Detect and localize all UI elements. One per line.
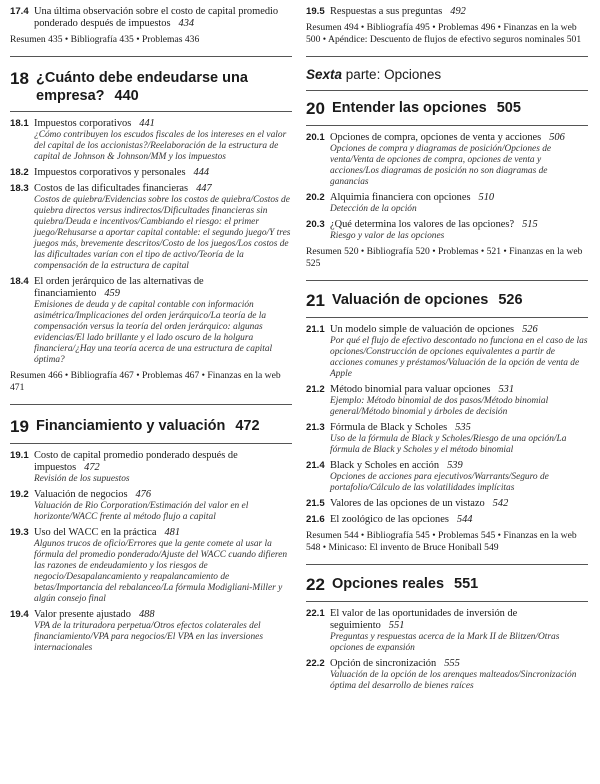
section-title: Fórmula de Black y Scholes [330,422,448,433]
section-title: Método binomial para valuar opciones [330,384,491,395]
section-topics: VPA de la trituradora perpetua/Otros efectos colaterales del financiamiento/VPA para negocios/El VPA en las inversiones internacionales [34,621,263,653]
chapter-title: Entender las opciones [332,100,487,116]
page-number: 542 [492,498,509,509]
page-number: 441 [139,118,155,129]
section-title: Costos de las dificultades financieras [34,183,189,194]
toc-entry-18-2[interactable] [10,167,292,179]
toc-entry-21-1[interactable] [306,324,588,380]
chapter-heading-22[interactable] [306,575,588,595]
chapter-page: 526 [498,292,523,308]
section-topics: Emisiones de deuda y de capital contable con información asimétrica/Implicaciones del orden jerárquico/La teoría de la compensación versus la teoría del orden jerárquico: algunas evidencias/El lado brillante y el lado oscuro de la holgura financiera/¿Hay una teoría acerca de una estructura de capital óptima? [34,300,273,365]
part-heading[interactable] [306,67,588,82]
section-title: Valuación de negocios [34,489,128,500]
toc-entry-21-6[interactable] [306,514,588,526]
chapter-title: Opciones reales [332,576,445,592]
section-topics: Por qué el flujo de efectivo descontado no funciona en el caso de las opciones/Construcción de opciones equivalentes a partir de acciones comunes y préstamos/Valuación de la opción de venta de Apple [330,336,588,379]
chapter-page: 472 [235,418,260,434]
toc-entry-21-5[interactable] [306,498,588,510]
chapter-summary: Resumen 494 • Bibliografía 495 • Problemas 496 • Finanzas en la web 500 • Apéndice: Descuento de flujos de efectivo seguros nominales 501 [306,22,582,45]
divider [10,443,292,444]
divider [10,56,292,57]
section-topics: Detección de la opción [330,204,417,214]
section-title: Uso del WACC en la práctica [34,527,157,538]
section-number: 17.4 [10,6,29,17]
toc-entry-20-3[interactable] [306,219,588,242]
chapter-number: 18 [10,69,29,88]
page-number: 476 [135,489,152,500]
section-number: 19.3 [10,527,29,538]
page-number: 488 [138,609,155,620]
section-number: 20.2 [306,192,325,203]
page-number: 544 [456,514,473,525]
section-title: El zoológico de las opciones [330,514,449,525]
section-number: 21.1 [306,324,325,335]
page-number: 526 [522,324,538,335]
section-title: Alquimia financiera con opciones [330,192,471,203]
toc-entry-17-4[interactable] [10,6,292,30]
chapter-number: 19 [10,417,29,436]
section-number: 19.2 [10,489,29,500]
divider [306,564,588,565]
section-number: 20.1 [306,132,325,143]
section-number: 21.5 [306,498,325,509]
section-topics: Valuación de Rio Corporation/Estimación del valor en el horizonte/WACC frente al método flujo a capital [34,501,249,522]
section-number: 19.4 [10,609,29,620]
chapter-heading-19[interactable] [10,417,292,437]
section-number: 18.3 [10,183,29,194]
chapter-heading-20[interactable] [306,99,588,119]
section-number: 22.1 [306,608,325,619]
page-number: 459 [104,288,120,299]
toc-entry-22-1[interactable] [306,608,588,654]
chapter-title: Financiamiento y valuación [36,418,226,434]
divider [306,317,588,318]
toc-entry-20-1[interactable] [306,132,588,188]
toc-entry-21-2[interactable] [306,384,588,418]
section-title: Una última observación sobre el costo de capital promedio ponderado después de impuestos [34,6,279,29]
section-title: Valor presente ajustado [34,609,131,620]
section-topics: Riesgo y valor de las opciones [330,231,445,241]
section-number: 19.1 [10,450,29,461]
toc-entry-18-1[interactable] [10,118,292,163]
divider [306,125,588,126]
section-topics: Costos de quiebra/Evidencias sobre los costos de quiebra/Costos de quiebra directos versus indirectos/Dificultades financieras sin quiebra/Deuda e incentivos/Cambiando el riesgo: el primer juego/Rehusarse a aportar capital contable: el segundo juego/Y tres juegos más, brevemente descritos/Costo de los juegos/Los costos de las dificultades varían con el tipo de activo/Teoría de la compensación de la estructura de capital [34,195,291,271]
chapter-summary: Resumen 435 • Bibliografía 435 • Problemas 436 [10,34,200,45]
chapter-number: 20 [306,99,325,118]
section-title: El orden jerárquico de las alternativas de financiamiento [34,276,204,299]
chapter-title: Valuación de opciones [332,292,489,308]
chapter-summary: Resumen 544 • Bibliografía 545 • Problemas 545 • Finanzas en la web 548 • Minicaso: El invento de Bruce Honiball 549 [306,530,577,553]
page-number: 555 [444,658,460,669]
section-title: ¿Qué determina los valores de las opciones? [330,219,515,230]
toc-entry-19-1[interactable] [10,450,292,485]
section-number: 21.3 [306,422,325,433]
page-number: 492 [450,6,466,17]
chapter-number: 21 [306,291,325,310]
page-number: 551 [388,620,405,631]
toc-entry-18-3[interactable] [10,183,292,272]
section-topics: Uso de la fórmula de Black y Scholes/Riesgo de una opción/La fórmula de Black y Scholes y el método binomial [330,434,567,455]
part-label: Sexta [306,67,343,82]
section-title: Costo de capital promedio ponderado después de impuestos [34,450,238,473]
chapter-summary: Resumen 520 • Bibliografía 520 • Problemas • 521 • Finanzas en la web 525 [306,246,583,269]
section-title: Valores de las opciones de un vistazo [330,498,485,509]
section-number: 18.4 [10,276,29,287]
divider [306,280,588,281]
toc-entry-22-2[interactable] [306,658,588,692]
section-topics: Revisión de los supuestos [34,474,130,484]
page-number: 447 [196,183,212,194]
part-title: parte: Opciones [345,67,442,82]
toc-entry-19-5[interactable] [306,6,588,18]
section-topics: Valuación de la opción de los arenques malteados/Sincronización óptima del desarrollo de bienes raíces [330,670,577,691]
toc-entry-19-3[interactable] [10,527,292,605]
section-number: 21.6 [306,514,325,525]
toc-entry-20-2[interactable] [306,192,588,215]
section-number: 18.1 [10,118,29,129]
page-number: 531 [498,384,515,395]
section-title: Un modelo simple de valuación de opciones [330,324,515,335]
page-number: 515 [522,219,538,230]
chapter-number: 22 [306,575,325,594]
page-number: 506 [549,132,565,143]
section-number: 21.4 [306,460,325,471]
section-topics: Preguntas y respuestas acerca de la Mark II de Blitzen/Otras opciones de expansión [330,632,560,653]
section-title: Black y Scholes en acción [330,460,440,471]
divider [10,111,292,112]
divider [306,90,588,91]
section-title: Impuestos corporativos [34,118,132,129]
toc-entry-21-3[interactable] [306,422,588,456]
section-number: 21.2 [306,384,325,395]
section-topics: ¿Cómo contribuyen los escudos fiscales de los intereses en el valor del capital de los accionistas?/Reelaboración de la estructura de capital de Johnson & Johnson/MM y los impuestos [34,130,287,162]
section-title: El valor de las oportunidades de inversión de seguimiento [330,608,518,631]
divider [306,56,588,57]
toc-entry-19-2[interactable] [10,489,292,523]
section-topics: Algunos trucos de oficio/Errores que la gente comete al usar la fórmula del promedio ponderado/Ajuste del WACC cuando difieren las razones de endeudamiento y los riesgos de negocio/Desapalancamiento y reapalancamiento de betas/Importancia del rebalanceo/La fórmula Modigliani-Miller y algún consejo final [34,539,288,604]
section-topics: Opciones de compra y diagramas de posición/Opciones de venta/Venta de opciones de compra, opciones de venta y acciones/Los diagramas de posición no son diagramas de ganancias [330,144,552,187]
page-number: 535 [455,422,471,433]
page-number: 510 [478,192,495,203]
section-topics: Ejemplo: Método binomial de dos pasos/Método binomial general/Método binomial y árboles de decisión [330,396,549,417]
toc-entry-19-4[interactable] [10,609,292,654]
page-number: 444 [193,167,210,178]
page-number: 434 [178,18,195,29]
section-title: Opción de sincronización [330,658,437,669]
section-topics: Opciones de acciones para ejecutivos/Warrants/Seguro de portafolio/Cálculo de las volatilidades implícitas [330,472,549,493]
chapter-heading-21[interactable] [306,291,588,311]
section-number: 22.2 [306,658,325,669]
toc-entry-21-4[interactable] [306,460,588,494]
chapter-summary: Resumen 466 • Bibliografía 467 • Problemas 467 • Finanzas en la web 471 [10,370,281,393]
right-column [306,6,588,696]
chapter-title: ¿Cuánto debe endeudarse una empresa? [36,70,248,104]
section-number: 18.2 [10,167,29,178]
toc-entry-18-4[interactable] [10,276,292,366]
page-number: 539 [447,460,463,471]
page-number: 472 [84,462,100,473]
section-title: Opciones de compra, opciones de venta y acciones [330,132,542,143]
page-number: 481 [164,527,181,538]
divider [10,404,292,405]
left-column [10,6,292,658]
section-title: Respuestas a sus preguntas [330,6,443,17]
divider [306,601,588,602]
chapter-page: 440 [114,88,139,104]
chapter-page: 551 [454,576,479,592]
section-number: 20.3 [306,219,325,230]
chapter-heading-18[interactable] [10,69,292,105]
section-title: Impuestos corporativos y personales [34,167,186,178]
chapter-page: 505 [496,100,521,116]
section-number: 19.5 [306,6,325,17]
